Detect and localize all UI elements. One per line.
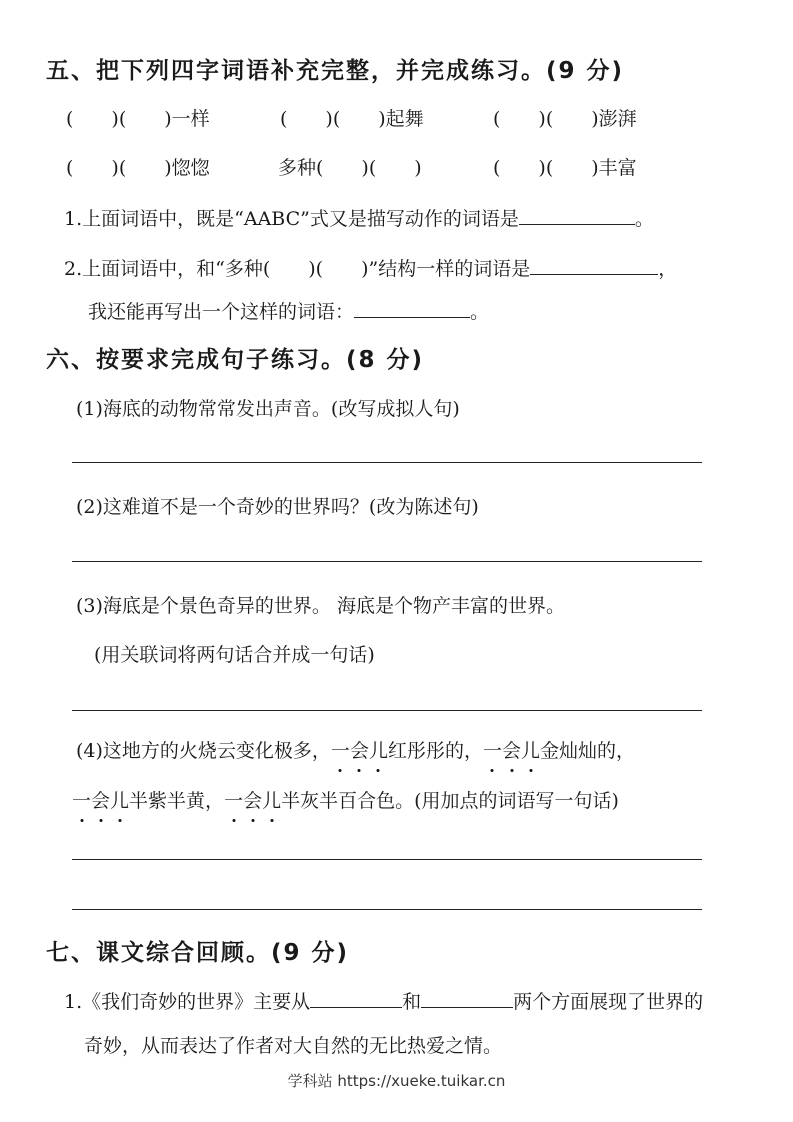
dotted-char: 会 [91,786,110,813]
dotted-char: 儿 [110,786,129,813]
question-text: 1.《我们奇妙的世界》主要从 [64,991,311,1013]
dotted-char: 会 [350,736,369,763]
question-7-1b: 奇妙，从而表达了作者对大自然的无比热爱之情。 [84,1035,503,1057]
question-text: 和 [402,991,422,1013]
dotted-char: 会 [243,786,262,813]
question-7-1 [64,987,703,1014]
question-5-1-text: 1.上面词语中，既是“AABC”式又是描写动作的词语是 [64,208,519,230]
question-5-2b [88,297,489,324]
word-blank-4: ( )( )惚惚 [66,157,210,179]
question-5-2b-text: 我还能再写出一个这样的词语： [88,301,355,323]
answer-blank[interactable] [310,1006,402,1008]
answer-line[interactable] [72,462,702,463]
section-7-title: 七、课文综合回顾。(9 分) [46,940,350,966]
section-5-title: 五、把下列四字词语补充完整，并完成练习。(9 分) [46,58,625,84]
question-5-2-end: ， [658,258,678,280]
dotted-char: 一 [72,786,91,813]
word-blank-1: ( )( )一样 [66,108,210,130]
sentence-text: 金灿灿的， [540,740,636,762]
answer-blank[interactable] [354,316,470,318]
section-6-title: 六、按要求完成句子练习。(8 分) [46,347,425,373]
question-5-2 [64,254,677,281]
footer-watermark: 学科站 https://xueke.tuikar.cn [287,1072,506,1090]
question-6-4-line1 [76,736,635,763]
sentence-text: (4)这地方的火烧云变化极多， [76,740,331,762]
word-blank-6: ( )( )丰富 [493,157,637,179]
answer-blank[interactable] [421,1006,513,1008]
question-5-2b-end: 。 [470,301,490,323]
answer-line[interactable] [72,561,702,562]
dotted-char: 一 [331,736,350,763]
question-6-3: (3)海底是个景色奇异的世界。 海底是个物产丰富的世界。 [76,595,565,617]
dotted-char: 儿 [521,736,540,763]
dotted-char: 儿 [262,786,281,813]
question-5-1-end: 。 [634,208,654,230]
question-6-4-line2 [72,786,619,813]
word-blank-5: 多种( )( ) [278,157,422,179]
dotted-char: 会 [502,736,521,763]
question-5-2-text: 2.上面词语中，和“多种( )( )”结构一样的词语是 [64,258,531,280]
answer-line[interactable] [72,859,702,860]
word-blank-2: ( )( )起舞 [280,108,424,130]
question-5-1 [64,204,654,231]
question-6-3-instruction: (用关联词将两句话合并成一句话) [94,644,375,666]
answer-line[interactable] [72,909,702,910]
sentence-text: 红彤彤的， [387,740,483,762]
answer-blank[interactable] [530,273,658,275]
question-6-1: (1)海底的动物常常发出声音。(改写成拟人句) [76,398,460,420]
question-text: 两个方面展现了世界的 [513,991,704,1013]
question-6-2: (2)这难道不是一个奇妙的世界吗？(改为陈述句) [76,496,479,518]
sentence-text: 半灰半百合色。(用加点的词语写一句话) [281,790,619,812]
answer-blank[interactable] [519,223,635,225]
dotted-char: 儿 [369,736,388,763]
answer-line[interactable] [72,710,702,711]
dotted-char: 一 [483,736,502,763]
word-blank-3: ( )( )澎湃 [493,108,637,130]
sentence-text: 半紫半黄， [129,790,225,812]
dotted-char: 一 [224,786,243,813]
